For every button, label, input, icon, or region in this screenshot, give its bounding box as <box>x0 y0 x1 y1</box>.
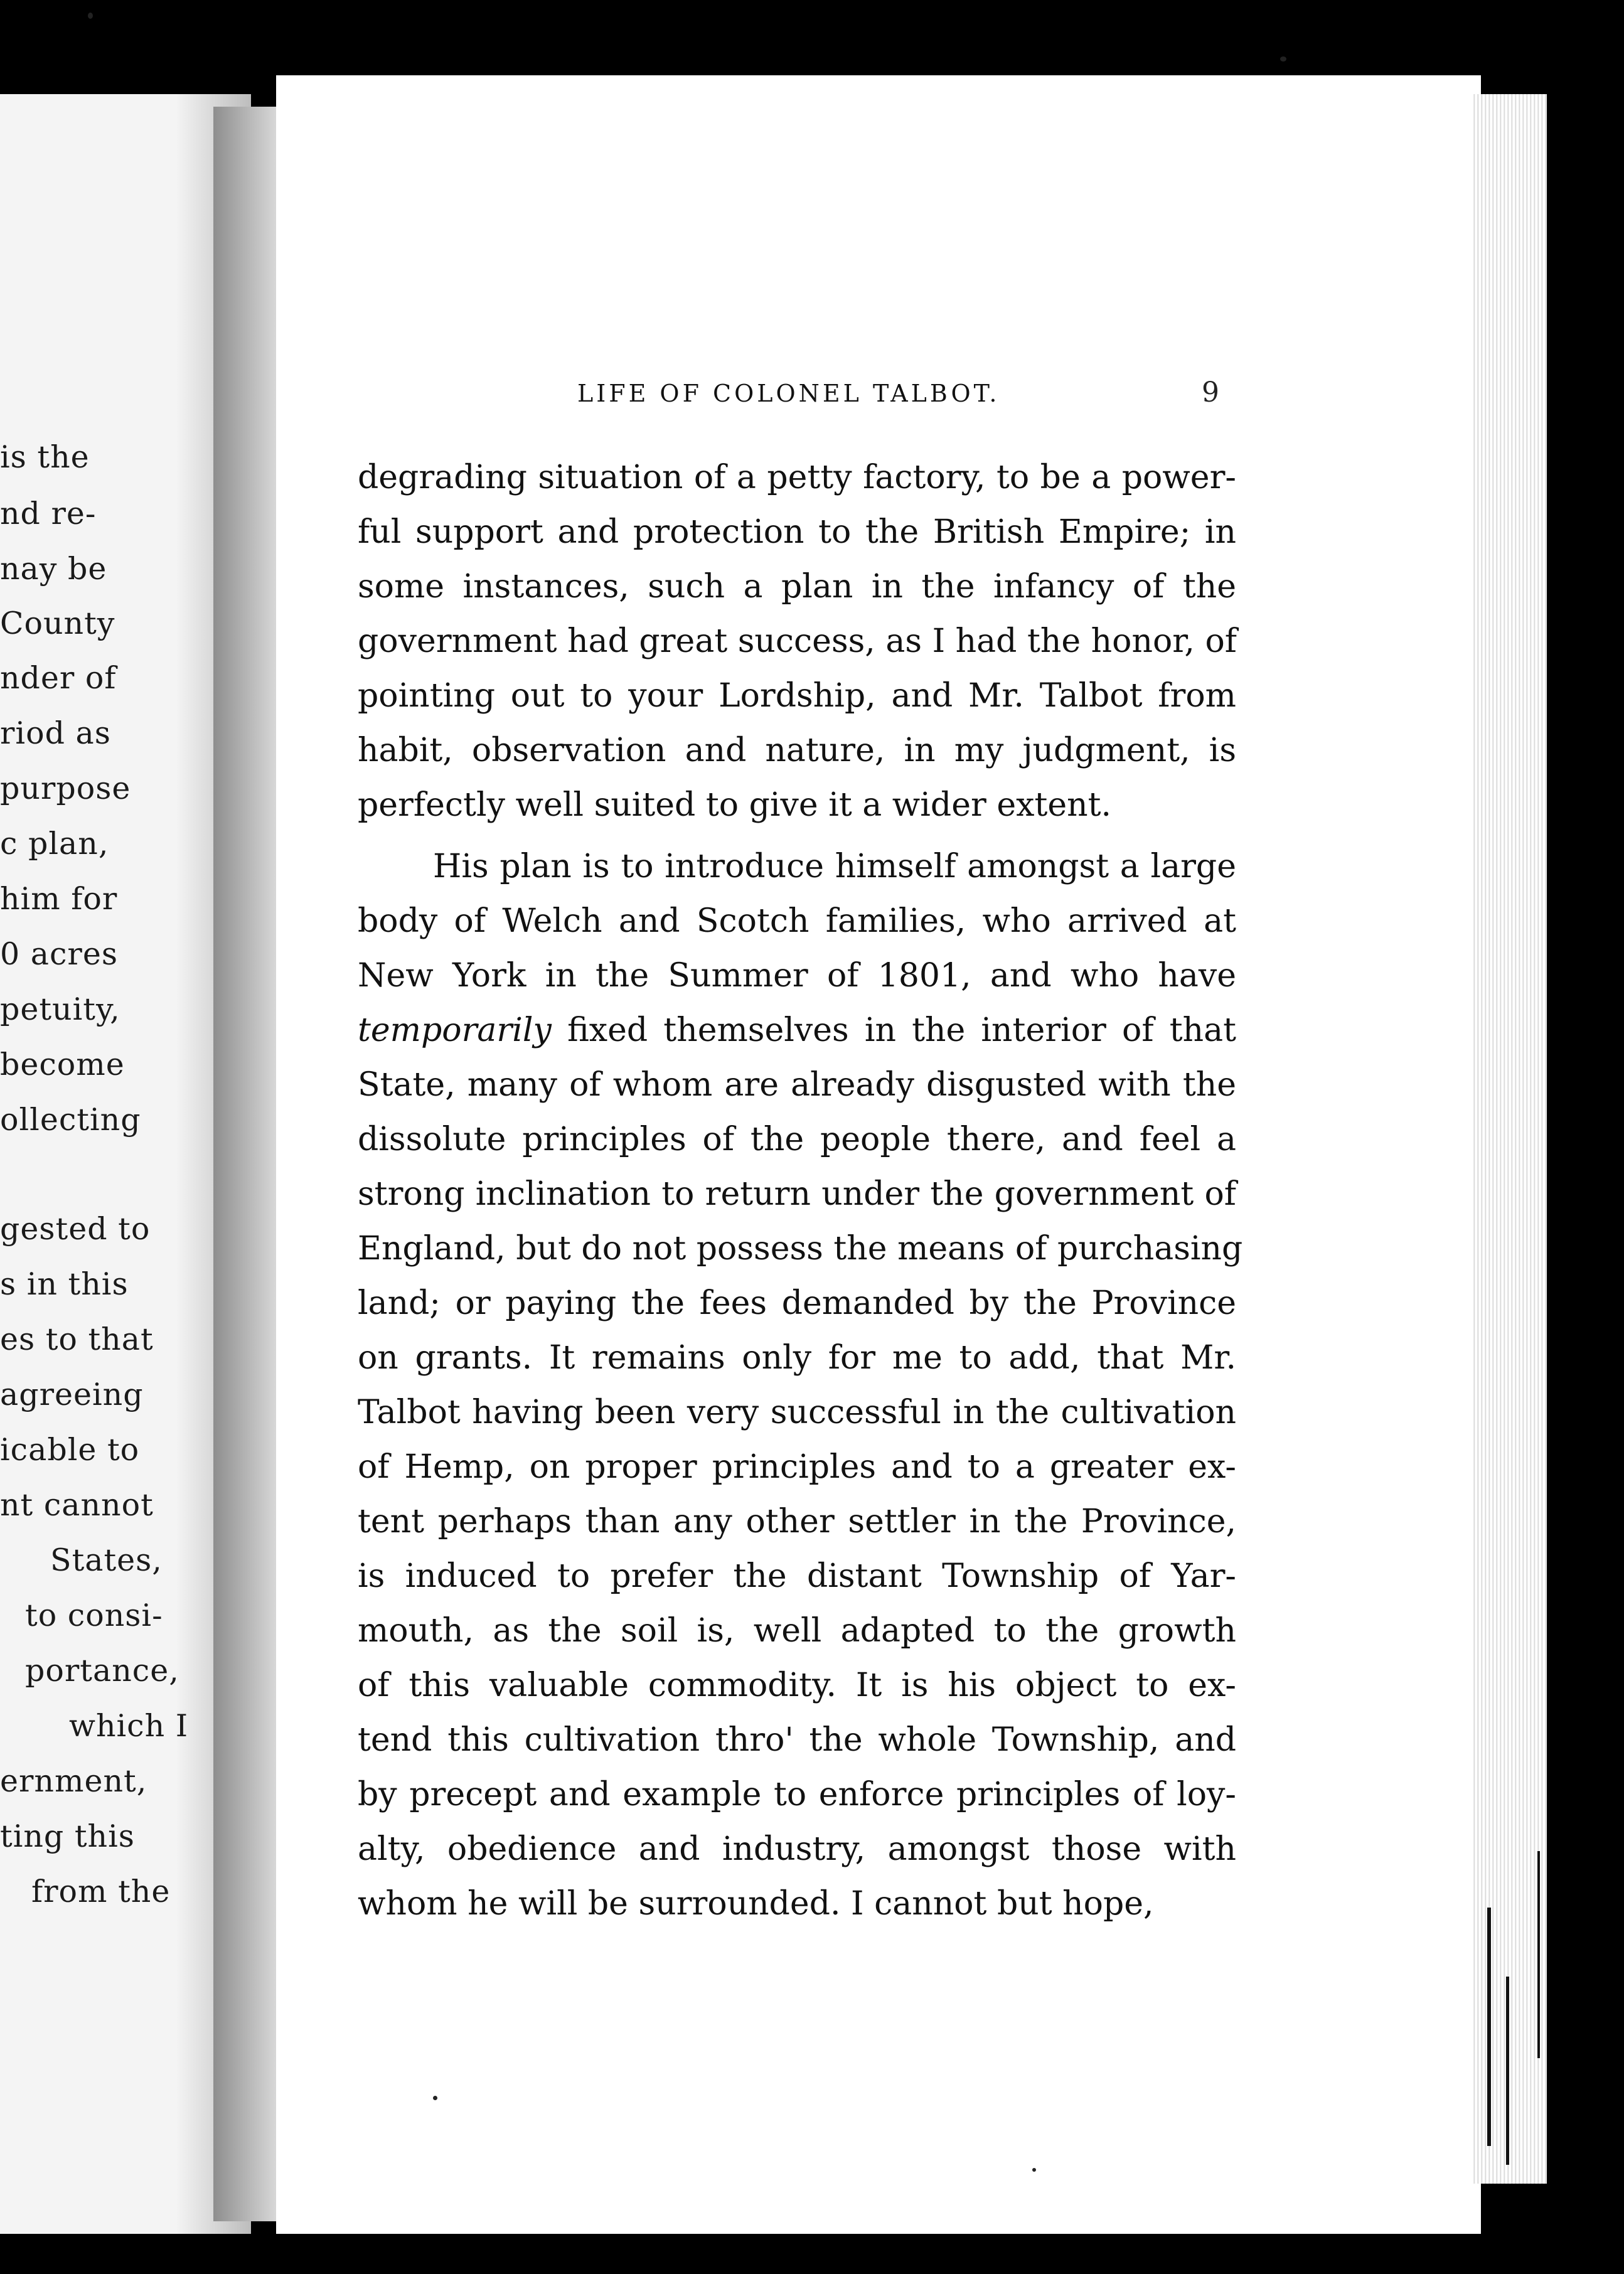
body-line: by precept and example to enforce principles of loy- <box>358 1776 1236 1813</box>
page-edge-rule <box>1506 1977 1509 2165</box>
body-line: England, but do not possess the means of purchasing <box>358 1230 1243 1268</box>
left-page-line: ernment, <box>0 1763 147 1799</box>
body-line: State, many of whom are already disgusted with the <box>358 1066 1236 1104</box>
body-line: whom he will be surrounded. I cannot but hope, <box>358 1885 1154 1923</box>
body-line: tend this cultivation thro' the whole Township, and <box>358 1721 1236 1759</box>
body-line: Talbot having been very successful in the cultivation <box>358 1394 1236 1431</box>
body-line: His plan is to introduce himself amongst a large <box>433 848 1236 885</box>
left-page-line: purpose <box>0 771 131 806</box>
page-edge-rule <box>1537 1851 1540 2058</box>
left-page-line: him for <box>0 881 118 917</box>
page-edge-rule <box>1487 1908 1491 2146</box>
body-line: body of Welch and Scotch families, who arrived at <box>358 902 1236 940</box>
left-page-line: es to that <box>0 1321 154 1357</box>
left-page-line: icable to <box>0 1432 140 1468</box>
left-page-line: portance, <box>25 1653 179 1689</box>
left-page-line: nder of <box>0 660 117 696</box>
left-page-line: nt cannot <box>0 1487 154 1523</box>
left-page-line: nd re- <box>0 496 97 531</box>
body-line: alty, obedience and industry, amongst those with <box>358 1830 1236 1868</box>
left-page-line: County <box>0 606 115 641</box>
left-page-line: c plan, <box>0 826 109 862</box>
left-page-line: become <box>0 1047 125 1082</box>
body-line: of Hemp, on proper principles and to a greater ex- <box>358 1448 1236 1486</box>
running-head: LIFE OF COLONEL TALBOT. <box>577 380 1000 407</box>
body-line: dissolute principles of the people there, and feel a <box>358 1121 1236 1158</box>
left-page-line: to consi- <box>25 1598 163 1633</box>
body-line: ful support and protection to the British Empire; in <box>358 513 1236 551</box>
body-line: of this valuable commodity. It is his object to ex- <box>358 1667 1236 1704</box>
left-page-line: s in this <box>0 1266 129 1302</box>
body-line: New York in the Summer of 1801, and who have <box>358 957 1236 995</box>
italic-word: temporarily <box>358 1012 552 1049</box>
ink-speck <box>433 2096 437 2100</box>
body-line: is induced to prefer the distant Township of Yar- <box>358 1557 1236 1595</box>
page-edges <box>1472 94 1547 2184</box>
left-page-line: riod as <box>0 715 111 751</box>
body-line: temporarily fixed themselves in the interior of that <box>358 1012 1236 1049</box>
body-line: some instances, such a plan in the infancy of the <box>358 568 1236 606</box>
left-page-line: agreeing <box>0 1377 144 1412</box>
body-line: land; or paying the fees demanded by the Province <box>358 1284 1236 1322</box>
ink-speck <box>1280 56 1286 61</box>
ink-speck <box>1032 2168 1036 2172</box>
left-page-line: which I <box>69 1708 189 1744</box>
body-line: strong inclination to return under the government of <box>358 1175 1236 1213</box>
body-line: degrading situation of a petty factory, to be a power- <box>358 459 1236 496</box>
body-line: habit, observation and nature, in my judgment, is <box>358 732 1236 769</box>
left-page-line: ting this <box>0 1818 135 1854</box>
ink-speck <box>88 13 93 19</box>
body-line: perfectly well suited to give it a wider extent. <box>358 786 1112 824</box>
left-page-line: ollecting <box>0 1102 141 1138</box>
left-page-line: from the <box>31 1874 171 1909</box>
left-page-line: gested to <box>0 1211 151 1247</box>
body-line: government had great success, as I had the honor, of <box>358 622 1237 660</box>
body-line: pointing out to your Lordship, and Mr. Talbot from <box>358 677 1236 715</box>
left-page-line: 0 acres <box>0 936 118 972</box>
left-page-line: is the <box>0 439 90 475</box>
page-number: 9 <box>1202 376 1219 408</box>
left-page-line: petuity, <box>0 991 120 1027</box>
body-line: tent perhaps than any other settler in the Province, <box>358 1503 1236 1540</box>
left-page-line: States, <box>50 1542 163 1578</box>
left-page-line: nay be <box>0 551 107 587</box>
body-line: on grants. It remains only for me to add, that Mr. <box>358 1339 1236 1377</box>
body-line: mouth, as the soil is, well adapted to the growth <box>358 1612 1236 1650</box>
